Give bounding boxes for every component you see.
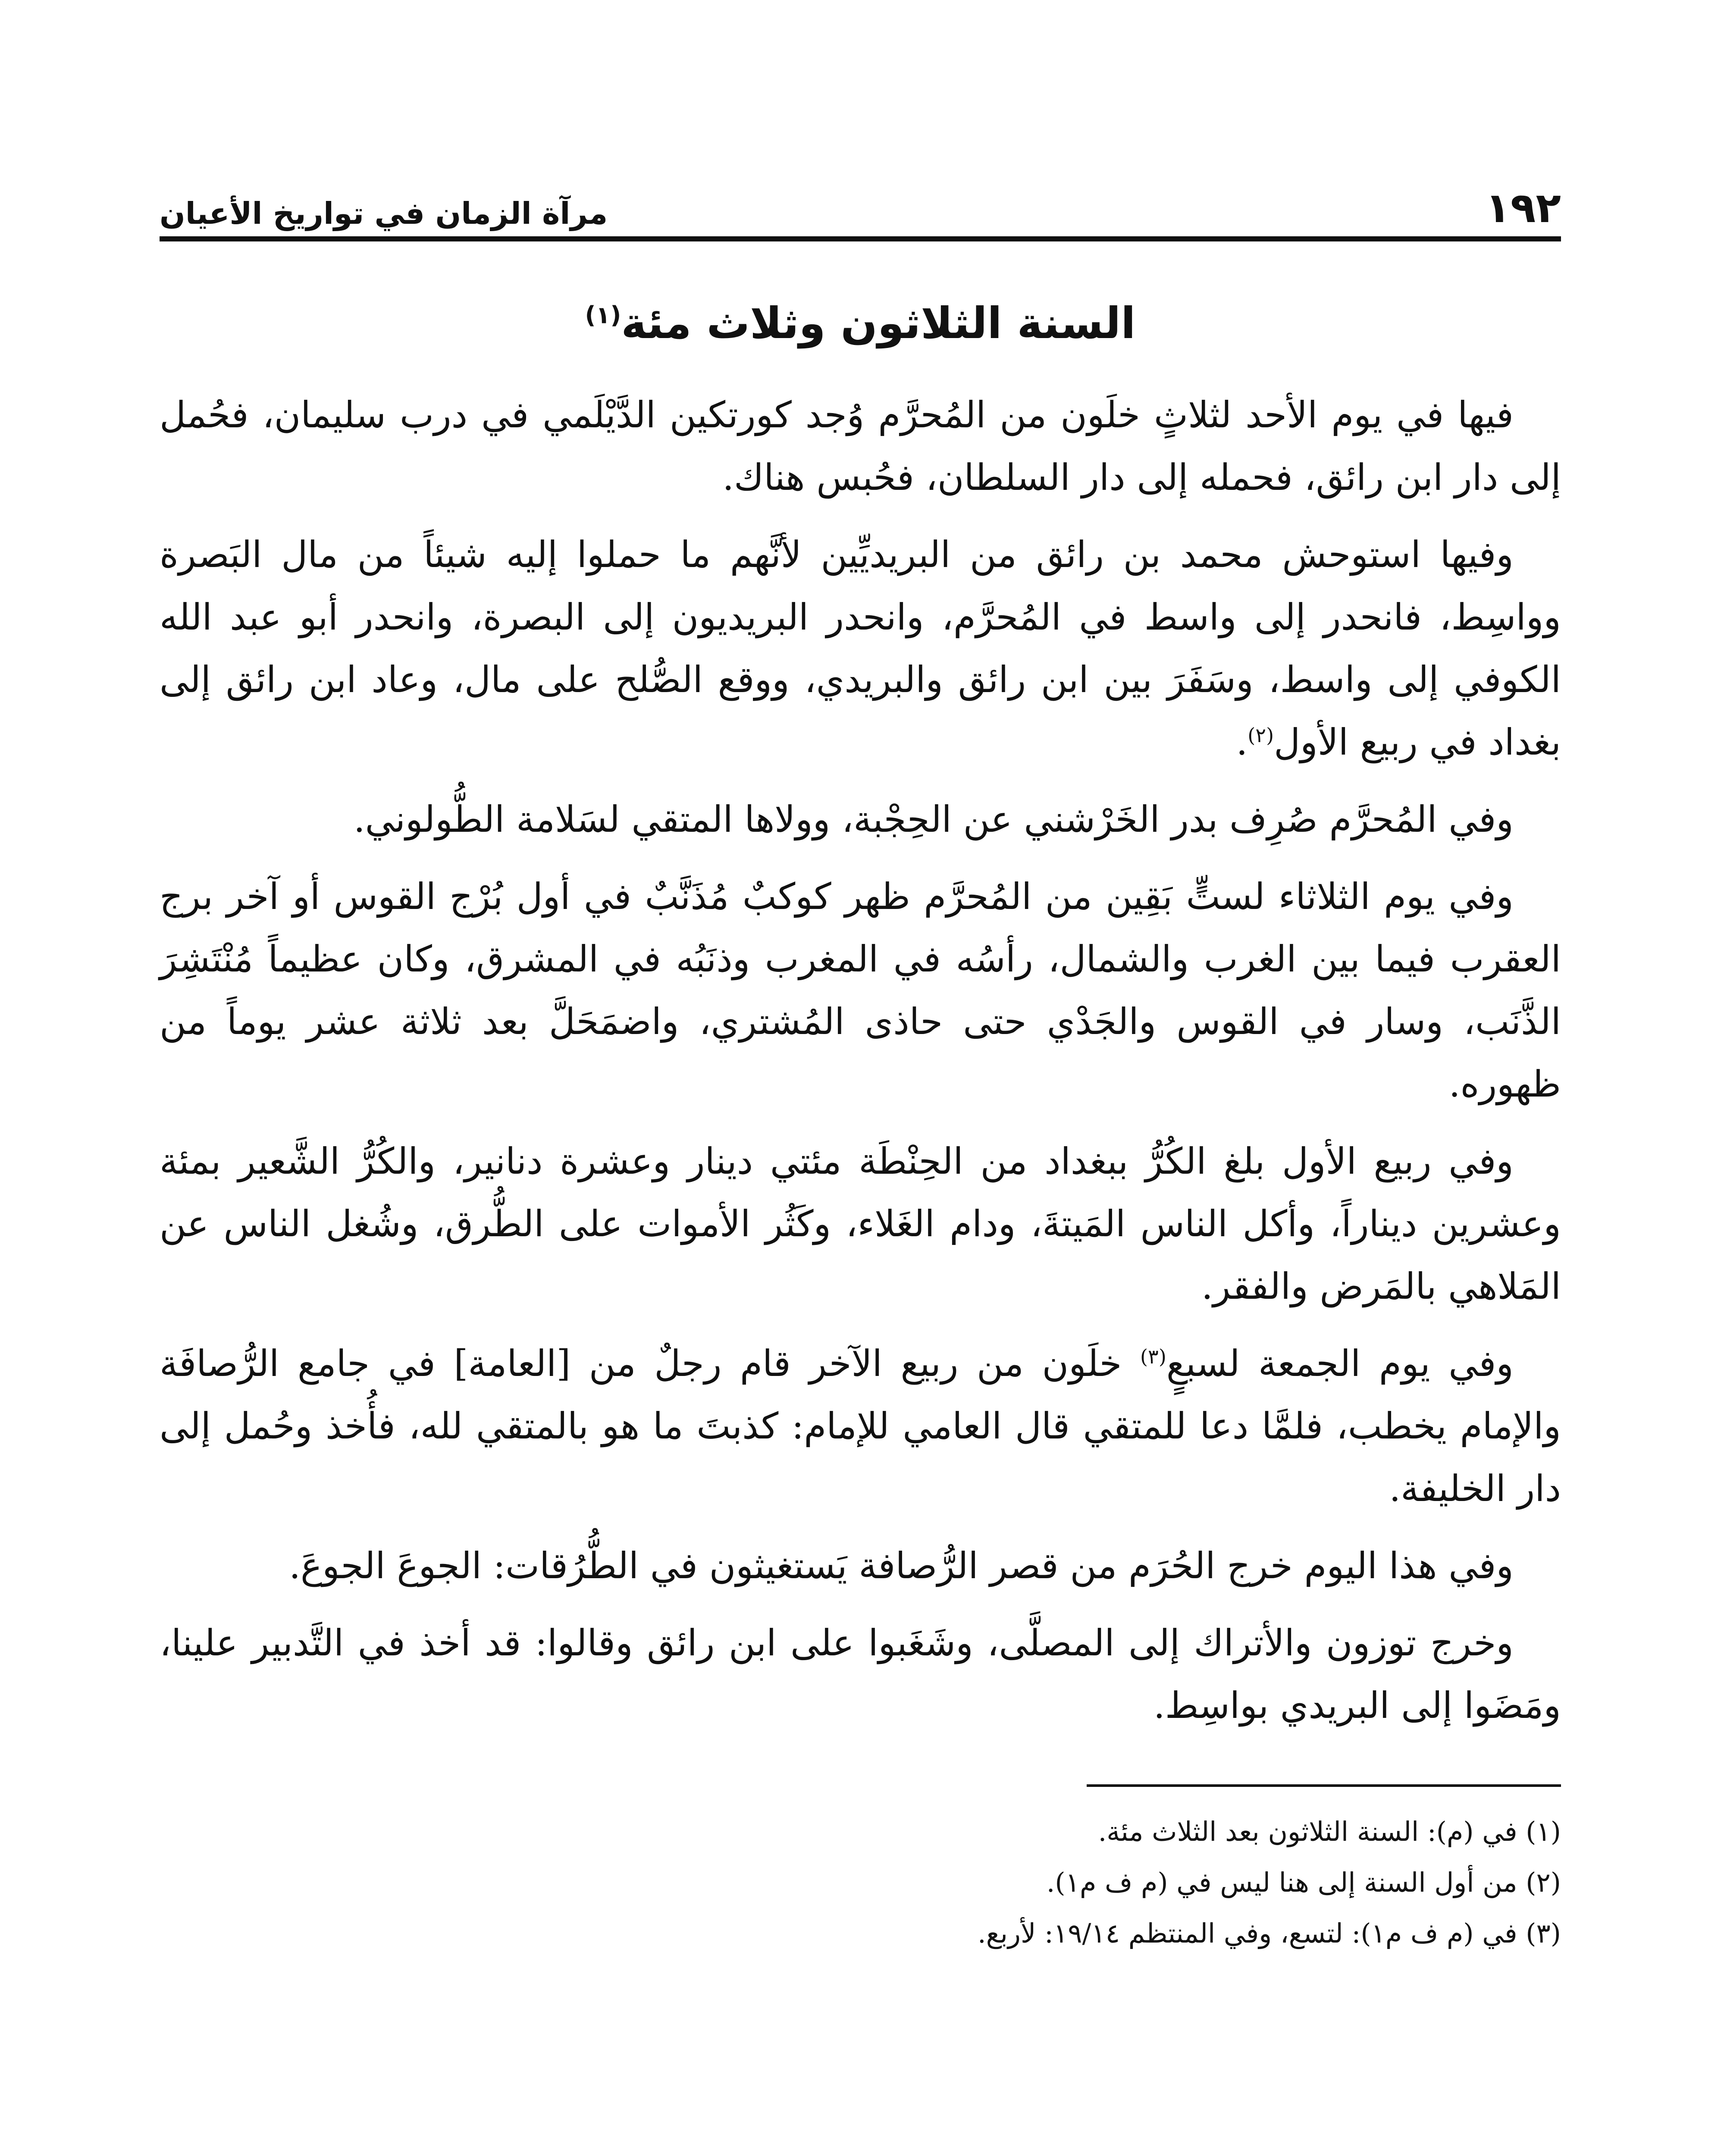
paragraph-text: خلَون من ربيع الآخر قام رجلٌ من [العامة] في جامع الرُّصافَة والإمام يخطب، فلمَّا دعا للمتقي قال العامي للإمام: كذبتَ ما هو بالمتقي لله، فأُخذ وحُمل إلى دار الخليفة. (160, 1342, 1561, 1510)
running-header (160, 164, 1561, 241)
book-page (160, 164, 1561, 2156)
paragraph (160, 1535, 1561, 1597)
book-title: مرآة الزمان في تواريخ الأعيان (160, 196, 608, 231)
paragraph (160, 1612, 1561, 1737)
footnote-reference: (٣) (1140, 1345, 1166, 1368)
footnote-reference: (٢) (1248, 724, 1274, 747)
body-text (160, 384, 1561, 1737)
paragraph (160, 523, 1561, 774)
footnote-reference: (١) (585, 301, 621, 329)
paragraph-text: وخرج توزون والأتراك إلى المصلَّى، وشَغَبوا على ابن رائق وقالوا: قد أخذ في التَّدبير علينا، ومَضَوا إلى البريدي بواسِط. (160, 1622, 1561, 1727)
paragraph-text: وفي يوم الجمعة لسبعٍ (1166, 1342, 1514, 1385)
paragraph (160, 1130, 1561, 1318)
paragraph-text: وفيها استوحش محمد بن رائق من البريديِّين لأنَّهم ما حملوا إليه شيئاً من مال البَصرة وواسِط، فانحدر إلى واسط في المُحرَّم، وانحدر البريديون إلى البصرة، وانحدر أبو عبد الله الكوفي إلى واسط، وسَفَرَ بين ابن رائق والبريدي، ووقع الصُّلح على مال، وعاد ابن رائق إلى بغداد في ربيع الأول (160, 533, 1561, 763)
footnote-divider (1087, 1784, 1561, 1787)
chapter-title-text: السنة الثلاثون وثلاث مئة (621, 298, 1136, 348)
paragraph-text: . (1236, 721, 1248, 763)
paragraph-text: وفي المُحرَّم صُرِف بدر الخَرْشني عن الحِجْبة، وولاها المتقي لسَلامة الطُّولوني. (353, 798, 1514, 840)
paragraph (160, 865, 1561, 1116)
paragraph-text: وفي ربيع الأول بلغ الكُرُّ ببغداد من الحِنْطَة مئتي دينار وعشرة دنانير، والكُرُّ الشَّعير بمئة وعشرين ديناراً، وأكل الناس المَيتةَ، ودام الغَلاء، وكَثُر الأموات على الطُّرق، وشُغل الناس عن المَلاهي بالمَرض والفقر. (160, 1140, 1561, 1307)
paragraph-text: وفي يوم الثلاثاء لستٍّ بَقِين من المُحرَّم ظهر كوكبٌ مُذَنَّبٌ في أول بُرْج القوس أو آخر برج العقرب فيما بين الغرب والشمال، رأسُه في المغرب وذنَبُه في المشرق، وكان عظيماً مُنْتَشِرَ الذَّنَب، وسار في القوس والجَدْي حتى حاذى المُشتري، واضمَحَلَّ بعد ثلاثة عشر يوماً من ظهوره. (160, 875, 1561, 1105)
paragraph (160, 788, 1561, 851)
footnote: (٢) من أول السنة إلى هنا ليس في (م ف م١). (1046, 1867, 1561, 1898)
chapter-title (160, 298, 1561, 349)
footnote: (١) في (م): السنة الثلاثون بعد الثلاث مئة. (1098, 1816, 1561, 1847)
footnotes (160, 1806, 1561, 1959)
paragraph (160, 384, 1561, 509)
footnote: (٣) في (م ف م١): لتسع، وفي المنتظم ١٩/١٤: لأربع. (978, 1918, 1561, 1949)
paragraph-text: وفي هذا اليوم خرج الحُرَم من قصر الرُّصافة يَستغيثون في الطُّرُقات: الجوعَ الجوعَ. (289, 1545, 1514, 1587)
page-number: ١٩٢ (1485, 184, 1561, 232)
paragraph-text: فيها في يوم الأحد لثلاثٍ خلَون من المُحرَّم وُجد كورتكين الدَّيْلَمي في درب سليمان، فحُمل إلى دار ابن رائق، فحمله إلى دار السلطان، فحُبس هناك. (160, 394, 1561, 498)
paragraph (160, 1332, 1561, 1520)
